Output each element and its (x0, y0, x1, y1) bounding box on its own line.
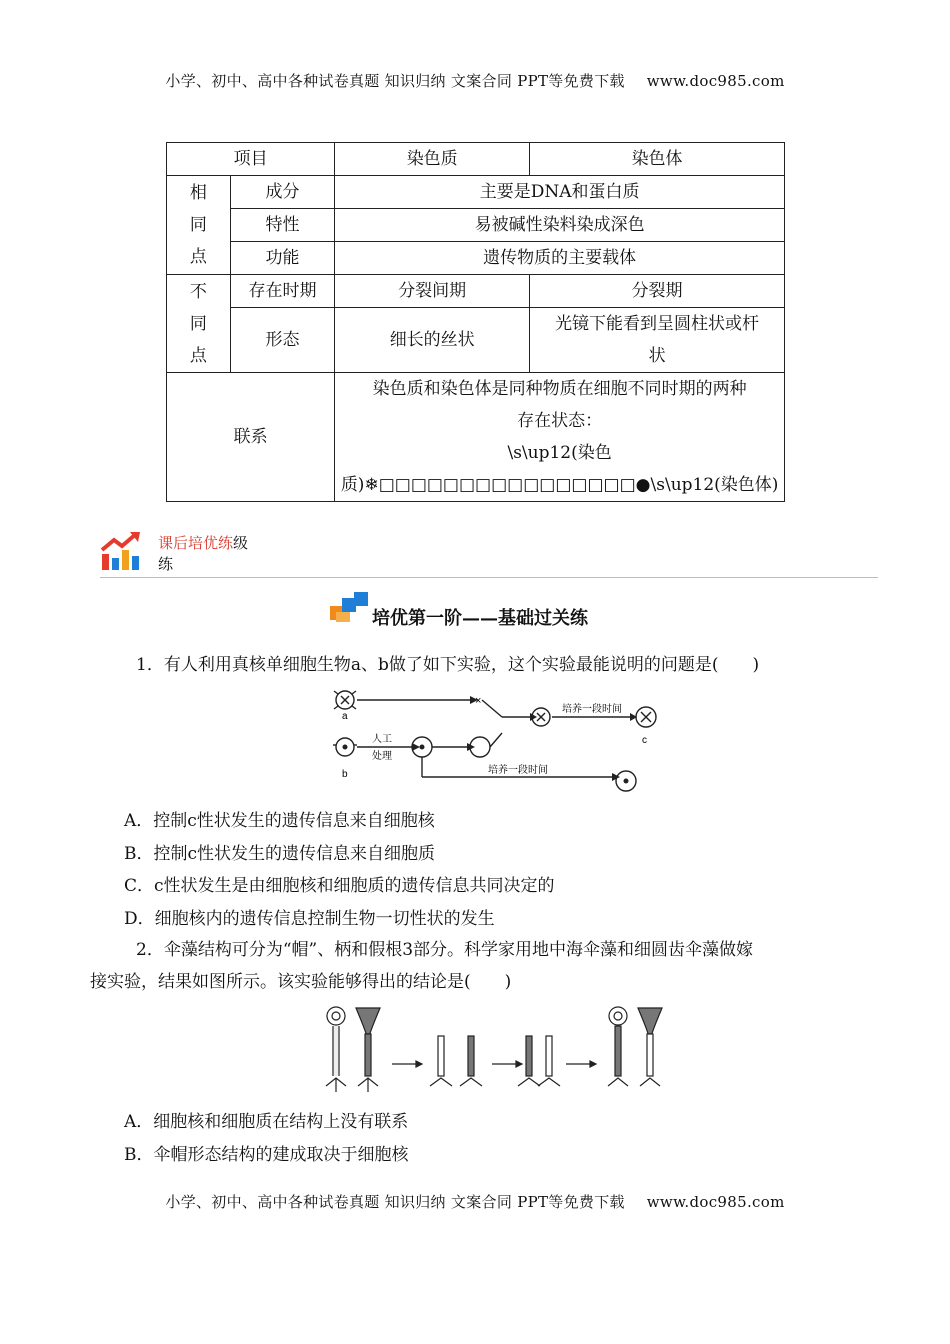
growth-chart-icon (100, 532, 144, 572)
diff-char-3: 点 (189, 345, 207, 366)
diff-char-1: 不 (189, 281, 207, 302)
section-title-red: 课后培优练 (158, 534, 234, 552)
page-header (0, 70, 950, 91)
q1-option-d[interactable]: D．细胞核内的遗传信息控制生物一切性状的发生 (124, 909, 495, 929)
footer-text: 小学、初中、高中各种试卷真题 知识归纳 文案合同 PPT等免费下载 (165, 1193, 625, 1211)
comparison-table (166, 142, 785, 502)
property-value: 易被碱性染料染成深色 (335, 209, 785, 242)
period-chromatin: 分裂间期 (335, 275, 530, 308)
same-points-label (167, 176, 231, 275)
header-chromosome: 染色体 (530, 143, 785, 176)
period-chromosome: 分裂期 (530, 275, 785, 308)
relation-line-3: \s\up12(染色 (507, 443, 612, 463)
header-text: 小学、初中、高中各种试卷真题 知识归纳 文案合同 PPT等免费下载 (165, 72, 625, 90)
q2-option-a[interactable]: A．细胞核和细胞质在结构上没有联系 (124, 1112, 409, 1132)
q2-stem-2: 接实验，结果如图所示。该实验能够得出的结论是( ) (90, 972, 512, 992)
relation-value (335, 373, 785, 502)
section-title (158, 532, 248, 553)
same-char-1: 相 (189, 183, 207, 203)
header-item: 项目 (167, 143, 335, 176)
section-divider (100, 577, 878, 578)
q2-diagram (320, 1004, 680, 1096)
fig-culture-1: 培养一段时间 (562, 704, 622, 715)
page-footer (0, 1191, 950, 1212)
fig-culture-2: 培养一段时间 (488, 765, 548, 776)
q1-stem: 1．有人利用真核单细胞生物a、b做了如下实验，这个实验最能说明的问题是( ) (136, 655, 760, 675)
function-value: 遗传物质的主要载体 (335, 242, 785, 275)
same-char-3: 点 (189, 247, 207, 267)
fig-treat-1: 人工 (372, 734, 392, 745)
fig-treat-2: 处理 (372, 751, 392, 762)
fig-label-a: a (342, 711, 348, 722)
tier-heading: 培优第一阶——基础过关练 (372, 608, 588, 629)
component-value: 主要是DNA和蛋白质 (335, 176, 785, 209)
relation-line-1: 染色质和染色体是同种物质在细胞不同时期的两种 (372, 379, 747, 399)
row-shape: 形态 (230, 308, 335, 373)
section-title-black: 级 (233, 534, 249, 552)
shape-chromatin: 细长的丝状 (335, 308, 530, 373)
q2-option-b[interactable]: B．伞帽形态结构的建成取决于细胞核 (124, 1145, 409, 1165)
row-function: 功能 (230, 242, 335, 275)
fig-x-mark: × (475, 695, 482, 707)
shape-chromosome-1: 光镜下能看到呈圆柱状或杆 (530, 308, 785, 341)
diff-char-2: 同 (189, 313, 207, 334)
shape-chromosome-2: 状 (530, 340, 785, 373)
steps-icon (330, 592, 370, 626)
q1-option-c[interactable]: C．c性状发生是由细胞核和细胞质的遗传信息共同决定的 (124, 876, 555, 896)
q1-diagram (330, 685, 670, 795)
footer-url[interactable]: www.doc985.com (646, 1193, 785, 1211)
diff-points-label (167, 275, 231, 373)
header-chromatin: 染色质 (335, 143, 530, 176)
section-title-line2: 练 (158, 555, 174, 573)
header-url[interactable]: www.doc985.com (646, 72, 785, 90)
same-char-2: 同 (189, 215, 207, 235)
row-property: 特性 (230, 209, 335, 242)
row-period: 存在时期 (230, 275, 335, 308)
row-component: 成分 (230, 176, 335, 209)
row-relation: 联系 (167, 373, 335, 502)
q1-option-a[interactable]: A．控制c性状发生的遗传信息来自细胞核 (124, 811, 435, 831)
fig-label-b: b (342, 769, 348, 780)
q1-option-b[interactable]: B．控制c性状发生的遗传信息来自细胞质 (124, 844, 436, 864)
q2-stem-1: 2．伞藻结构可分为“帽”、柄和假根3部分。科学家用地中海伞藻和细圆齿伞藻做嫁 (136, 940, 754, 960)
relation-line-4: 质)❄□□□□□□□□□□□□□□□□●\s\up12(染色体) (340, 475, 779, 495)
fig-label-c: c (642, 735, 647, 746)
relation-line-2: 存在状态： (517, 411, 603, 431)
